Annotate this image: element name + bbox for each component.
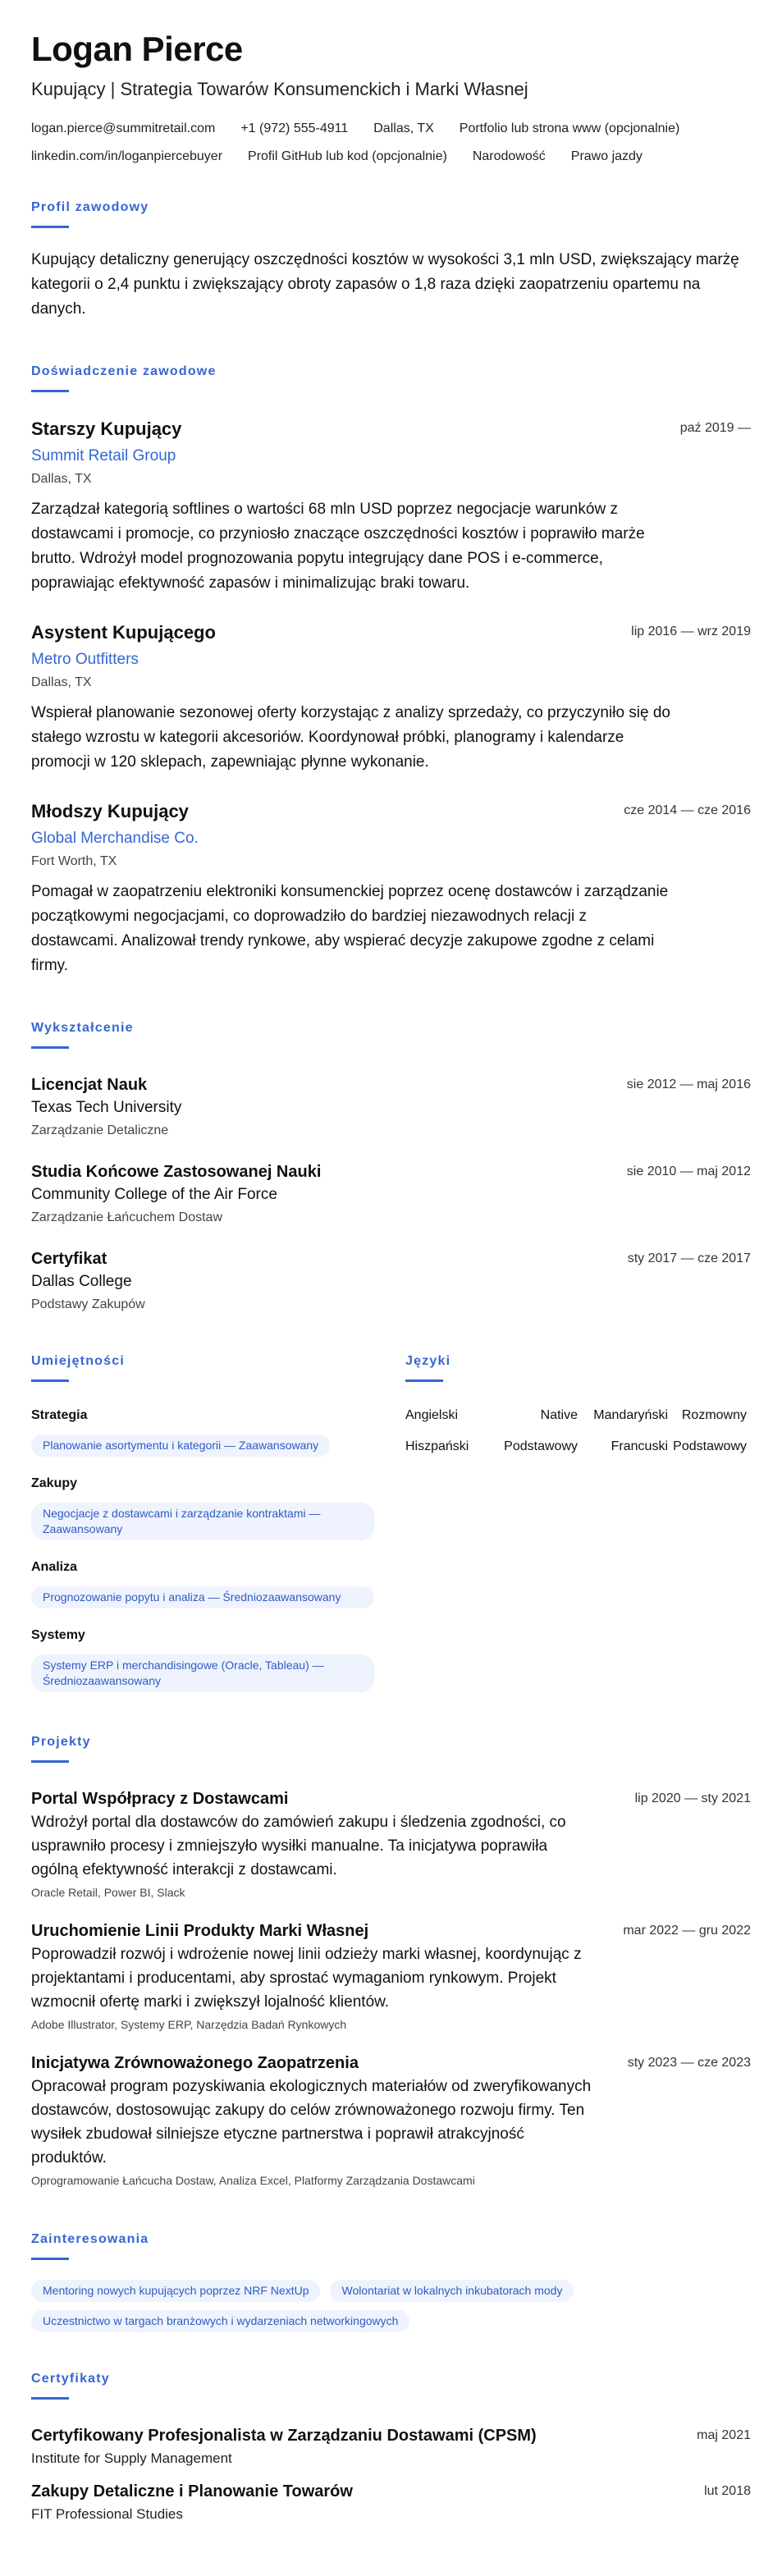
section-divider [31, 2397, 69, 2400]
job-title: Asystent Kupującego [31, 622, 216, 643]
contact-nationality: Narodowość [472, 149, 546, 163]
experience-section [31, 363, 751, 978]
language-row [405, 1407, 750, 1425]
section-title: Profil zawodowy [31, 200, 149, 214]
project-entry [31, 1787, 751, 1901]
job-dates: paź 2019 — [679, 421, 751, 435]
language-name: Hiszpański [405, 1439, 469, 1453]
section-divider [31, 390, 69, 392]
job-description: Zarządzał kategorią softlines o wartości 68 mln USD poprzez negocjacje warunków z dostawcami i promocje, co przyniosło znaczące oszczędności kosztów i poprawiło marże brutto. Wdrożył model prognozowania popytu integrujący dane POS i e-commerce, poprawiając efektywność zapasów i minimalizując braki towaru. [31, 501, 645, 592]
project-tech-stack: Adobe Illustrator, Systemy ERP, Narzędzia Badań Rynkowych [31, 2018, 347, 2031]
skill-pill: Systemy ERP i merchandisingowe (Oracle, Tableau) — Średniozaawansowany [31, 1654, 374, 1692]
language-row [405, 1438, 750, 1456]
skill-pill: Prognozowanie popytu i analiza — Średniozaawansowany [31, 1586, 374, 1608]
job-description: Wspierał planowanie sezonowej oferty korzystając z analizy sprzedaży, co przyczyniło się do stałego wzrostu w kategorii akcesoriów. Koordynował próbki, planogramy i kalendarze promocji w 120 sklepach, zapewniając płynne wykonanie. [31, 704, 670, 771]
language-level: Native [540, 1408, 578, 1422]
interest-pill: Uczestnictwo w targach branżowych i wydarzeniach networkingowych [31, 2310, 409, 2332]
skills-languages-row [31, 1352, 751, 1692]
skills-section [31, 1352, 405, 1692]
contact-phone[interactable]: +1 (972) 555-4911 [240, 121, 349, 135]
contact-portfolio[interactable]: Portfolio lub strona www (opcjonalnie) [459, 121, 680, 135]
skill-group [31, 1627, 405, 1692]
skill-group [31, 1407, 405, 1457]
section-divider [31, 1380, 69, 1382]
job-location: Fort Worth, TX [31, 854, 117, 868]
experience-entry [31, 417, 751, 596]
contact-email[interactable]: logan.pierce@summitretail.com [31, 121, 216, 135]
summary-section [31, 199, 751, 322]
education-section [31, 1019, 751, 1315]
section-title: Zainteresowania [31, 2232, 149, 2246]
education-entry [31, 1247, 751, 1315]
job-location: Dallas, TX [31, 472, 92, 486]
section-title: Wykształcenie [31, 1021, 134, 1035]
language-level: Podstawowy [504, 1439, 578, 1453]
degree-title: Studia Końcowe Zastosowanej Nauki [31, 1163, 322, 1181]
project-name: Inicjatywa Zrównoważonego Zaopatrzenia [31, 2054, 359, 2072]
experience-entry [31, 620, 751, 775]
field-of-study: Podstawy Zakupów [31, 1297, 145, 1311]
skill-group [31, 1475, 405, 1540]
job-dates: lip 2016 — wrz 2019 [631, 625, 751, 638]
company-name: Global Merchandise Co. [31, 830, 199, 847]
school-name: Dallas College [31, 1273, 132, 1290]
resume-header [31, 28, 751, 171]
interests-section [31, 2231, 751, 2340]
candidate-name: Logan Pierce [31, 30, 243, 68]
job-dates: cze 2014 — cze 2016 [624, 803, 751, 817]
job-title: Starszy Kupujący [31, 419, 182, 439]
summary-text: Kupujący detaliczny generujący oszczędności kosztów w wysokości 3,1 mln USD, zwiększający marżę kategorii o 2,4 punktu i zwiększający obroty zapasów o 1,8 raza dzięki zaopatrzeniu opartemu na danych. [31, 251, 739, 318]
project-tech-stack: Oracle Retail, Power BI, Slack [31, 1886, 185, 1899]
certificate-entry [31, 2424, 751, 2468]
certificate-name: Zakupy Detaliczne i Planowanie Towarów [31, 2482, 353, 2501]
skill-category: Systemy [31, 1628, 85, 1642]
company-name: Summit Retail Group [31, 447, 176, 464]
section-title: Projekty [31, 1735, 91, 1749]
section-divider [31, 226, 69, 228]
skill-category: Zakupy [31, 1476, 78, 1490]
school-name: Texas Tech University [31, 1099, 182, 1116]
field-of-study: Zarządzanie Detaliczne [31, 1123, 169, 1137]
project-name: Uruchomienie Linii Produkty Marki Własnej [31, 1922, 369, 1940]
language-level: Rozmowny [681, 1408, 747, 1422]
section-title: Doświadczenie zawodowe [31, 364, 217, 378]
interest-pill: Wolontariat w lokalnych inkubatorach mody [330, 2280, 574, 2302]
skill-pill: Negocjacje z dostawcami i zarządzanie kontraktami — Zaawansowany [31, 1503, 374, 1540]
project-dates: lip 2020 — sty 2021 [634, 1791, 751, 1805]
candidate-headline: Kupujący | Strategia Towarów Konsumenckich i Marki Własnej [31, 79, 528, 99]
experience-entry [31, 799, 751, 978]
languages-section [405, 1352, 750, 1692]
skill-pill: Planowanie asortymentu i kategorii — Zaawansowany [31, 1434, 330, 1457]
certificate-name: Certyfikowany Profesjonalista w Zarządzaniu Dostawami (CPSM) [31, 2427, 537, 2445]
language-name: Francuski [611, 1439, 668, 1453]
section-divider [31, 1760, 69, 1763]
skill-category: Strategia [31, 1408, 88, 1422]
project-entry [31, 2052, 751, 2189]
certificate-issuer: FIT Professional Studies [31, 2506, 183, 2522]
project-name: Portal Współpracy z Dostawcami [31, 1790, 289, 1808]
language-name: Mandaryński [593, 1408, 668, 1422]
section-title: Umiejętności [31, 1354, 125, 1368]
language-name: Angielski [405, 1408, 459, 1422]
education-dates: sty 2017 — cze 2017 [627, 1251, 751, 1265]
certificate-issuer: Institute for Supply Management [31, 2450, 232, 2466]
education-dates: sie 2012 — maj 2016 [626, 1078, 751, 1091]
education-entry [31, 1073, 751, 1141]
project-description: Opracował program pozyskiwania ekologicznych materiałów od zweryfikowanych dostawców, dostosowując zakupy do celów zrównoważonego rozwoju firmy. Ten wysiłek zbudował silniejsze etyczne partnerstwa i poprawił atrakcyjność produktów. [31, 2078, 592, 2166]
interest-pill: Mentoring nowych kupujących poprzez NRF NextUp [31, 2280, 320, 2302]
company-name: Metro Outfitters [31, 651, 139, 668]
certificate-date: maj 2021 [697, 2428, 751, 2442]
contact-linkedin[interactable]: linkedin.com/in/loganpiercebuyer [31, 149, 223, 163]
project-entry [31, 1919, 751, 2034]
education-dates: sie 2010 — maj 2012 [626, 1164, 751, 1178]
degree-title: Licencjat Nauk [31, 1076, 148, 1094]
projects-section [31, 1733, 751, 2189]
project-description: Wdrożył portal dla dostawców do zamówień zakupu i śledzenia zgodności, co usprawniło procesy i zmniejszyło wysiłki manualne. Ta inicjatywa poprawiła ogólną efektywność interakcji z dostawcami. [31, 1814, 566, 1878]
skill-category: Analiza [31, 1560, 78, 1574]
section-divider [405, 1380, 443, 1382]
contact-location: Dallas, TX [373, 121, 434, 135]
job-location: Dallas, TX [31, 675, 92, 689]
section-title: Języki [405, 1354, 451, 1368]
job-description: Pomagał w zaopatrzeniu elektroniki konsumenckiej poprzez ocenę dostawców i zarządzanie początkowymi negocjacjami, co doprowadziło do bardziej niezawodnych relacji z dostawcami. Analizował trendy rynkowe, aby wspierać decyzje zakupowe zgodne z celami firmy. [31, 883, 669, 974]
certificate-entry [31, 2480, 751, 2524]
section-divider [31, 1046, 69, 1049]
certificates-section [31, 2370, 751, 2524]
education-entry [31, 1160, 751, 1228]
project-dates: mar 2022 — gru 2022 [623, 1924, 751, 1938]
certificate-date: lut 2018 [704, 2484, 751, 2498]
project-description: Poprowadził rozwój i wdrożenie nowej linii odzieży marki własnej, koordynując z projektantami i producentami, aby sprostać wymaganiom rynkowym. Projekt wzmocnił ofertę marki i zwiększył lojalność klientów. [31, 1946, 582, 2011]
contact-driving-license: Prawo jazdy [570, 149, 643, 163]
interest-list [31, 2280, 751, 2340]
job-title: Młodszy Kupujący [31, 801, 189, 821]
project-tech-stack: Oprogramowanie Łańcucha Dostaw, Analiza Excel, Platformy Zarządzania Dostawcami [31, 2174, 475, 2187]
project-dates: sty 2023 — cze 2023 [627, 2056, 751, 2070]
language-level: Podstawowy [673, 1439, 747, 1453]
degree-title: Certyfikat [31, 1250, 107, 1268]
section-title: Certyfikaty [31, 2372, 110, 2386]
contact-github[interactable]: Profil GitHub lub kod (opcjonalnie) [248, 149, 447, 163]
field-of-study: Zarządzanie Łańcuchem Dostaw [31, 1210, 223, 1224]
contact-list [31, 115, 751, 171]
section-divider [31, 2258, 69, 2260]
school-name: Community College of the Air Force [31, 1186, 277, 1203]
skill-group [31, 1558, 405, 1608]
